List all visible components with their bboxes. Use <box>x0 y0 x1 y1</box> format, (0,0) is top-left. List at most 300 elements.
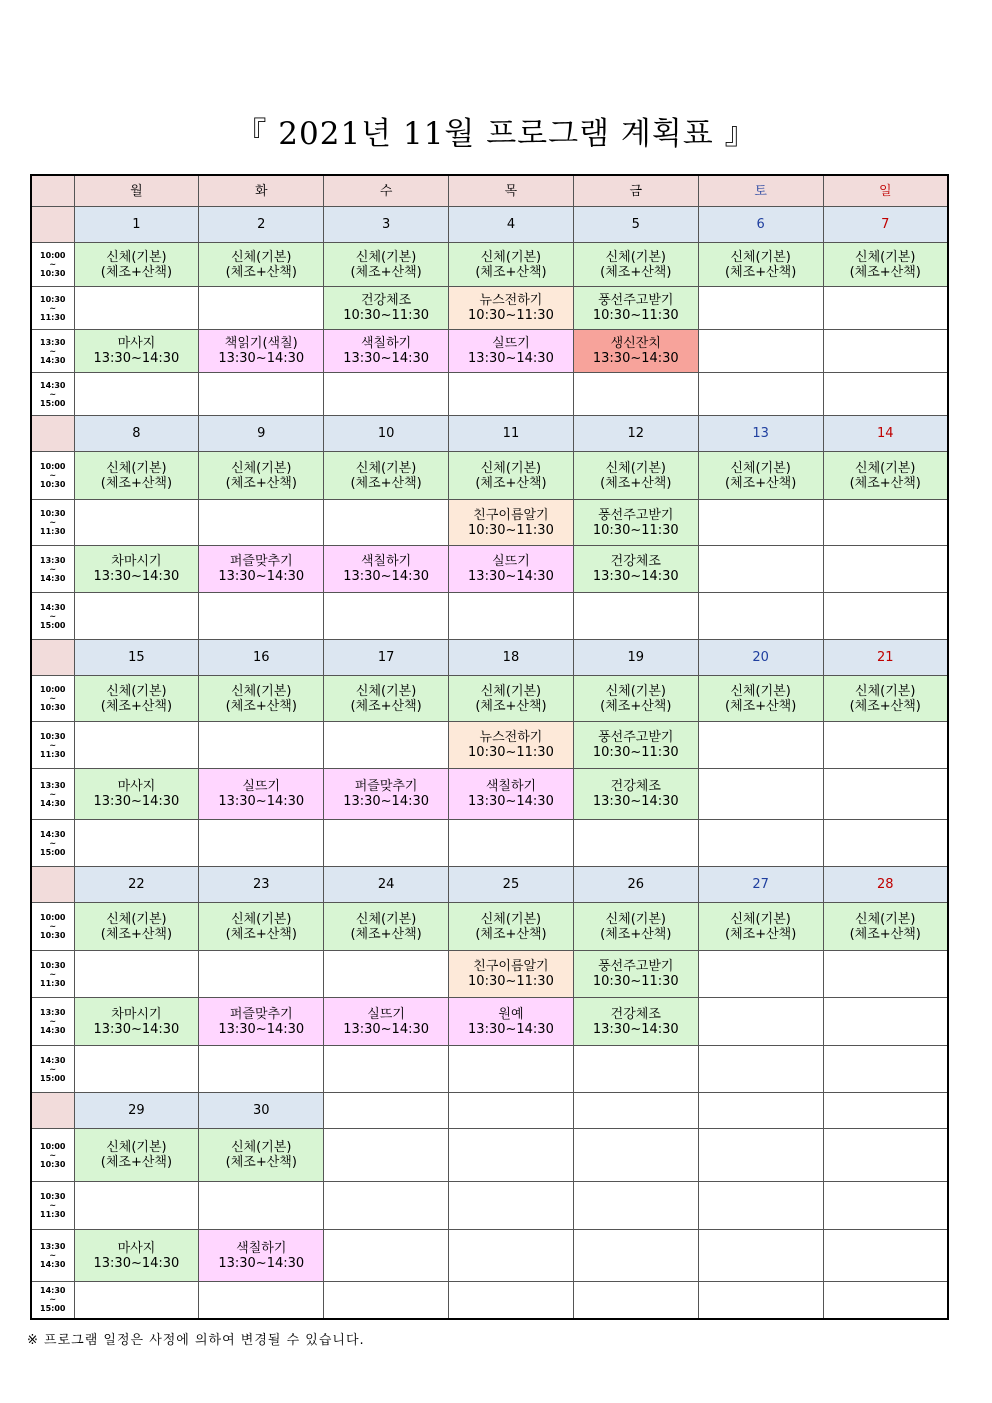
program-detail: 10:30~11:30 <box>592 308 679 323</box>
weekday-wed: 수 <box>324 175 449 207</box>
time-label-line: 14:30 <box>40 355 66 365</box>
program-name: 책읽기(색칠) <box>224 336 298 351</box>
page-title: 『 2021년 11월 프로그램 계획표 』 <box>235 116 757 152</box>
program-cell <box>573 998 698 1046</box>
program-detail: 10:30~11:30 <box>592 974 679 989</box>
time-label-slot-1030 <box>31 500 74 546</box>
date-row <box>31 207 948 243</box>
time-slot-row <box>31 287 948 330</box>
program-cell <box>573 769 698 820</box>
program-name: 실뜨기 <box>492 336 530 351</box>
weekday-sun: 일 <box>823 175 948 207</box>
date-cell <box>324 1093 449 1129</box>
time-label-line: 10:30 <box>40 731 66 741</box>
time-slot-row <box>31 1230 948 1282</box>
program-detail: 13:30~14:30 <box>218 569 305 584</box>
time-label-line: 11:30 <box>40 312 66 322</box>
empty-cell <box>324 820 449 867</box>
program-detail: (체조+산책) <box>100 1155 173 1170</box>
time-label-slot-1000 <box>31 1129 74 1182</box>
time-label-line: ~ <box>49 1201 57 1210</box>
program-name: 색칠하기 <box>485 779 537 794</box>
time-label-line: ~ <box>49 518 57 527</box>
program-detail: 13:30~14:30 <box>343 351 430 366</box>
date-cell: 22 <box>74 867 199 903</box>
empty-cell <box>823 330 948 373</box>
time-label-line: ~ <box>49 471 57 480</box>
program-name: 신체(기본) <box>355 683 417 699</box>
time-label-line: ~ <box>49 611 57 621</box>
empty-cell <box>823 287 948 330</box>
time-label-line: 10:00 <box>40 251 66 260</box>
empty-cell <box>823 546 948 593</box>
time-label-line: 10:30 <box>40 480 66 489</box>
program-detail: 13:30~14:30 <box>592 794 679 809</box>
program-name: 실뜨기 <box>367 1006 405 1022</box>
program-detail: 13:30~14:30 <box>343 794 430 809</box>
empty-cell <box>199 373 324 416</box>
time-slot-row <box>31 1282 948 1319</box>
time-label-slot-1330 <box>31 769 74 820</box>
date-row-label-cell <box>31 1093 74 1129</box>
time-label-line: ~ <box>49 346 57 356</box>
empty-cell <box>823 951 948 998</box>
program-cell <box>74 546 199 593</box>
time-label-line: 14:30 <box>40 1026 66 1035</box>
program-detail: (체조+산책) <box>725 264 797 280</box>
empty-cell <box>698 1282 823 1319</box>
time-label-slot-1430 <box>31 820 74 867</box>
empty-cell <box>823 820 948 867</box>
empty-cell <box>199 593 324 640</box>
time-label-line: 14:30 <box>40 602 66 612</box>
time-label-line: 14:30 <box>40 829 66 839</box>
time-slot-row <box>31 330 948 373</box>
program-detail: (체조+산책) <box>600 264 672 280</box>
program-name: 차마시기 <box>111 1006 162 1022</box>
program-name: 마사지 <box>117 779 156 794</box>
program-name: 신체(기본) <box>106 460 167 476</box>
program-detail: (체조+산책) <box>725 698 797 714</box>
empty-cell <box>74 1046 199 1093</box>
date-cell <box>823 1093 948 1129</box>
time-label-slot-1000 <box>31 903 74 951</box>
weekday-fri: 금 <box>573 175 698 207</box>
program-cell <box>573 452 698 500</box>
program-cell <box>573 676 698 722</box>
time-slot-row <box>31 452 948 500</box>
program-name: 신체(기본) <box>355 911 417 927</box>
program-detail: 10:30~11:30 <box>468 522 554 538</box>
date-cell <box>449 1093 574 1129</box>
time-label-line: 14:30 <box>40 380 66 390</box>
time-label-line: 10:30 <box>40 960 66 970</box>
program-detail: (체조+산책) <box>100 475 173 491</box>
time-label-line: 10:00 <box>40 685 66 694</box>
program-name: 생신잔치 <box>610 336 661 351</box>
program-cell <box>449 452 574 500</box>
time-label-line: 13:30 <box>40 780 66 790</box>
program-name: 신체(기본) <box>855 911 916 927</box>
time-label-line: ~ <box>49 1150 57 1160</box>
date-cell: 1 <box>74 207 199 243</box>
program-name: 뉴스전하기 <box>479 730 543 745</box>
time-slot-row <box>31 593 948 640</box>
empty-cell <box>823 1046 948 1093</box>
date-cell: 14 <box>823 416 948 452</box>
date-cell: 21 <box>823 640 948 676</box>
time-slot-row <box>31 676 948 722</box>
time-label-slot-1030 <box>31 722 74 769</box>
program-cell <box>199 998 324 1046</box>
program-detail: 10:30~11:30 <box>468 745 554 760</box>
program-detail: (체조+산책) <box>725 926 797 942</box>
program-cell <box>199 1230 324 1282</box>
program-cell <box>449 769 574 820</box>
program-name: 마사지 <box>117 1240 156 1256</box>
program-detail: (체조+산책) <box>225 264 297 280</box>
program-detail: 13:30~14:30 <box>468 794 554 809</box>
empty-cell <box>698 769 823 820</box>
date-row-label-cell <box>31 207 74 243</box>
date-cell: 9 <box>199 416 324 452</box>
time-label-line: 10:30 <box>40 931 66 940</box>
program-cell <box>573 903 698 951</box>
program-cell <box>324 452 449 500</box>
program-name: 신체(기본) <box>355 460 417 476</box>
time-label-line: 11:30 <box>40 527 66 536</box>
time-label-line: 10:00 <box>40 913 66 922</box>
schedule-body <box>31 175 948 1319</box>
empty-cell <box>199 820 324 867</box>
time-label-slot-1000 <box>31 452 74 500</box>
program-cell <box>74 769 199 820</box>
empty-cell <box>74 951 199 998</box>
program-name: 풍선주고받기 <box>598 959 674 974</box>
program-name: 건강체조 <box>610 554 661 569</box>
program-cell <box>199 243 324 287</box>
empty-cell <box>573 593 698 640</box>
time-label-slot-1030 <box>31 1182 74 1230</box>
time-label-line: ~ <box>49 1064 57 1074</box>
program-cell <box>449 998 574 1046</box>
time-label-line: 14:30 <box>40 1286 66 1296</box>
program-name: 신체(기본) <box>605 683 666 699</box>
time-slot-row <box>31 998 948 1046</box>
program-detail: (체조+산책) <box>225 926 297 942</box>
empty-cell <box>199 1046 324 1093</box>
date-cell: 26 <box>573 867 698 903</box>
empty-cell <box>449 1182 574 1230</box>
time-slot-row <box>31 820 948 867</box>
time-label-line: 10:30 <box>40 703 66 712</box>
empty-cell <box>698 287 823 330</box>
program-cell <box>449 546 574 593</box>
date-cell: 27 <box>698 867 823 903</box>
program-name: 신체(기본) <box>231 683 292 699</box>
program-name: 뉴스전하기 <box>479 293 543 308</box>
empty-cell <box>698 500 823 546</box>
empty-cell <box>573 1282 698 1319</box>
empty-cell <box>324 373 449 416</box>
program-detail: 10:30~11:30 <box>592 745 679 760</box>
date-cell: 28 <box>823 867 948 903</box>
program-cell <box>573 546 698 593</box>
program-detail: (체조+산책) <box>725 475 797 491</box>
date-cell: 29 <box>74 1093 199 1129</box>
program-name: 신체(기본) <box>855 460 916 476</box>
date-cell: 15 <box>74 640 199 676</box>
program-cell <box>74 1230 199 1282</box>
time-label-line: ~ <box>49 303 57 313</box>
program-cell <box>698 452 823 500</box>
program-detail: (체조+산책) <box>475 698 547 714</box>
date-cell: 11 <box>449 416 574 452</box>
empty-cell <box>324 1182 449 1230</box>
time-label-line: ~ <box>49 740 57 750</box>
program-name: 풍선주고받기 <box>598 293 674 308</box>
program-cell <box>199 330 324 373</box>
date-cell: 30 <box>199 1093 324 1129</box>
time-label-line: ~ <box>49 1017 57 1026</box>
program-cell <box>74 330 199 373</box>
time-label-line: ~ <box>49 694 57 703</box>
program-detail: 13:30~14:30 <box>592 351 679 366</box>
program-detail: (체조+산책) <box>849 475 921 491</box>
program-name: 신체(기본) <box>106 683 167 699</box>
time-label-line: 15:00 <box>40 398 66 408</box>
program-detail: 13:30~14:30 <box>93 1021 180 1037</box>
corner-cell <box>31 175 74 207</box>
time-label-line: ~ <box>49 969 57 979</box>
time-label-line: ~ <box>49 1295 57 1305</box>
time-label-line: 10:00 <box>40 1141 66 1151</box>
program-cell <box>324 330 449 373</box>
time-label-line: 10:30 <box>40 509 66 518</box>
date-cell: 24 <box>324 867 449 903</box>
date-cell: 10 <box>324 416 449 452</box>
program-detail: (체조+산책) <box>100 264 173 280</box>
empty-cell <box>698 373 823 416</box>
program-detail: 13:30~14:30 <box>468 351 554 366</box>
empty-cell <box>199 1282 324 1319</box>
time-label-line: 13:30 <box>40 1242 66 1251</box>
empty-cell <box>449 593 574 640</box>
program-name: 색칠하기 <box>360 336 412 351</box>
program-name: 신체(기본) <box>605 460 666 476</box>
schedule-table <box>30 174 949 1320</box>
program-cell <box>698 243 823 287</box>
empty-cell <box>823 769 948 820</box>
date-cell: 25 <box>449 867 574 903</box>
empty-cell <box>449 1046 574 1093</box>
program-name: 신체(기본) <box>855 683 916 699</box>
program-detail: (체조+산책) <box>350 698 422 714</box>
program-cell <box>324 903 449 951</box>
program-detail: 13:30~14:30 <box>93 351 180 366</box>
program-name: 차마시기 <box>111 554 162 569</box>
program-cell <box>199 452 324 500</box>
program-detail: (체조+산책) <box>350 926 422 942</box>
program-cell <box>449 287 574 330</box>
program-cell <box>74 452 199 500</box>
program-cell <box>324 287 449 330</box>
empty-cell <box>449 820 574 867</box>
program-name: 실뜨기 <box>242 779 281 794</box>
program-cell <box>449 330 574 373</box>
time-label-line: 10:30 <box>40 269 66 278</box>
program-name: 신체(기본) <box>106 1140 167 1155</box>
program-name: 신체(기본) <box>106 911 167 927</box>
program-cell <box>74 998 199 1046</box>
empty-cell <box>823 1282 948 1319</box>
program-detail: 13:30~14:30 <box>218 351 305 366</box>
empty-cell <box>823 500 948 546</box>
empty-cell <box>74 1182 199 1230</box>
weekday-tue: 화 <box>199 175 324 207</box>
time-label-slot-1000 <box>31 676 74 722</box>
empty-cell <box>823 1182 948 1230</box>
empty-cell <box>823 1230 948 1282</box>
date-row <box>31 640 948 676</box>
date-cell: 12 <box>573 416 698 452</box>
date-row-label-cell <box>31 867 74 903</box>
time-label-line: 14:30 <box>40 1260 66 1269</box>
program-name: 신체(기본) <box>106 249 167 265</box>
time-label-slot-1330 <box>31 1230 74 1282</box>
empty-cell <box>823 593 948 640</box>
time-label-line: 11:30 <box>40 749 66 759</box>
empty-cell <box>573 373 698 416</box>
time-label-line: 13:30 <box>40 337 66 347</box>
program-detail: (체조+산책) <box>475 475 547 491</box>
program-name: 신체(기본) <box>730 249 791 265</box>
time-label-slot-1330 <box>31 546 74 593</box>
program-cell <box>324 998 449 1046</box>
date-cell: 18 <box>449 640 574 676</box>
program-name: 신체(기본) <box>730 911 791 927</box>
time-label-line: ~ <box>49 922 57 931</box>
empty-cell <box>324 593 449 640</box>
program-detail: (체조+산책) <box>225 1155 297 1170</box>
empty-cell <box>698 546 823 593</box>
time-label-line: 10:00 <box>40 462 66 471</box>
time-label-slot-1000 <box>31 243 74 287</box>
time-label-slot-1030 <box>31 287 74 330</box>
time-label-slot-1330 <box>31 330 74 373</box>
time-label-line: 11:30 <box>40 1210 66 1219</box>
program-cell <box>199 769 324 820</box>
program-detail: (체조+산책) <box>600 475 672 491</box>
time-label-line: 10:30 <box>40 294 66 304</box>
time-label-line: ~ <box>49 260 57 269</box>
empty-cell <box>74 593 199 640</box>
time-slot-row <box>31 243 948 287</box>
date-cell: 23 <box>199 867 324 903</box>
empty-cell <box>698 951 823 998</box>
empty-cell <box>698 1129 823 1182</box>
empty-cell <box>74 287 199 330</box>
program-cell <box>823 243 948 287</box>
empty-cell <box>449 1129 574 1182</box>
program-name: 실뜨기 <box>492 554 530 569</box>
date-cell: 16 <box>199 640 324 676</box>
time-label-line: ~ <box>49 789 57 799</box>
empty-cell <box>74 500 199 546</box>
program-detail: (체조+산책) <box>849 698 921 714</box>
program-detail: 10:30~11:30 <box>468 308 554 323</box>
time-label-line: 13:30 <box>40 555 66 565</box>
empty-cell <box>573 1230 698 1282</box>
time-slot-row <box>31 903 948 951</box>
date-cell <box>573 1093 698 1129</box>
time-label-slot-1430 <box>31 1282 74 1319</box>
time-label-line: ~ <box>49 564 57 574</box>
program-name: 신체(기본) <box>231 1140 292 1155</box>
program-cell <box>823 676 948 722</box>
program-cell <box>573 330 698 373</box>
program-cell <box>74 676 199 722</box>
empty-cell <box>324 1046 449 1093</box>
program-cell <box>449 676 574 722</box>
date-cell: 19 <box>573 640 698 676</box>
program-detail: 13:30~14:30 <box>218 1021 305 1037</box>
program-name: 신체(기본) <box>355 249 417 265</box>
empty-cell <box>698 330 823 373</box>
empty-cell <box>823 1129 948 1182</box>
empty-cell <box>74 820 199 867</box>
program-cell <box>324 676 449 722</box>
program-name: 신체(기본) <box>480 249 542 265</box>
time-label-line: 13:30 <box>40 1008 66 1017</box>
weekday-thu: 목 <box>449 175 574 207</box>
program-detail: (체조+산책) <box>600 926 672 942</box>
empty-cell <box>449 1230 574 1282</box>
empty-cell <box>74 722 199 769</box>
program-cell <box>823 452 948 500</box>
program-name: 신체(기본) <box>480 911 542 927</box>
empty-cell <box>823 998 948 1046</box>
program-name: 친구이름알기 <box>473 959 549 974</box>
program-detail: 13:30~14:30 <box>468 569 554 584</box>
program-detail: (체조+산책) <box>350 475 422 491</box>
program-cell <box>449 243 574 287</box>
program-detail: (체조+산책) <box>475 926 547 942</box>
program-detail: 13:30~14:30 <box>343 1021 430 1037</box>
time-label-line: 11:30 <box>40 978 66 988</box>
program-cell <box>74 903 199 951</box>
empty-cell <box>573 1046 698 1093</box>
program-cell <box>199 546 324 593</box>
time-label-line: 15:00 <box>40 620 66 630</box>
time-label-slot-1330 <box>31 998 74 1046</box>
time-label-slot-1430 <box>31 1046 74 1093</box>
program-detail: 13:30~14:30 <box>343 569 430 584</box>
program-name: 퍼즐맞추기 <box>229 554 293 569</box>
program-detail: (체조+산책) <box>350 264 422 280</box>
program-name: 신체(기본) <box>231 460 292 476</box>
empty-cell <box>698 1182 823 1230</box>
program-detail: 13:30~14:30 <box>218 1255 305 1271</box>
program-detail: (체조+산책) <box>600 698 672 714</box>
program-name: 건강체조 <box>610 779 661 794</box>
program-cell <box>199 676 324 722</box>
time-slot-row <box>31 951 948 998</box>
time-label-line: 15:00 <box>40 1073 66 1083</box>
program-name: 색칠하기 <box>236 1240 287 1256</box>
program-name: 신체(기본) <box>730 460 791 476</box>
time-slot-row <box>31 769 948 820</box>
